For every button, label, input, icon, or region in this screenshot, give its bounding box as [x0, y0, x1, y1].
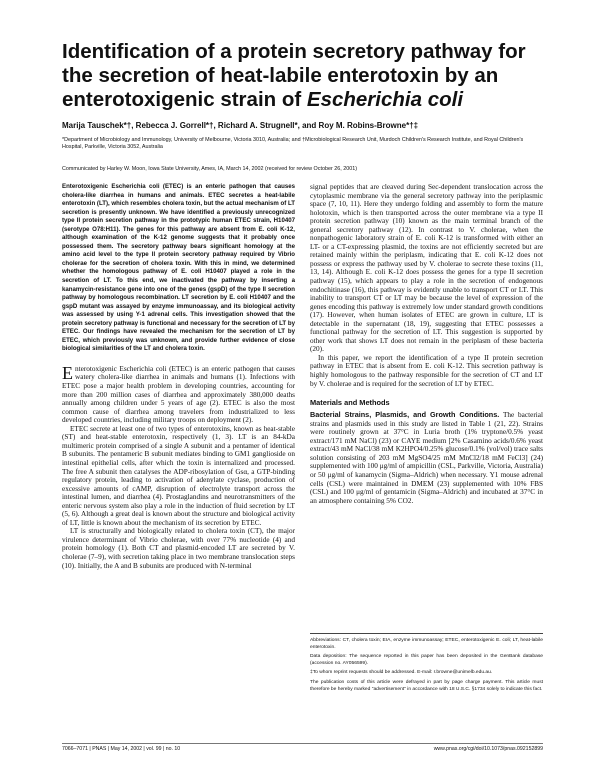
affiliations: *Department of Microbiology and Immunology, University of Melbourne, Victoria 3010, Australia; and †Microbiological Research Unit, Murdoch Children's Research Institute, and Royal Children's Hospital, Parkville, Victoria 3052, Australia — [62, 137, 524, 151]
methods-text: The bacterial strains and plasmids used in this study are listed in Table 1 (21, 22). Strains were routinely grown at 37°C in Luria broth (1% tryptone/0.5% yeast extract/171 mM NaCl) (23) or CAYE medium [2% Casamino acids/0.6% yeast extract/43 mM NaCl/38 mM K2HPO4/0.25% glucose/0.1% (vol/vol) trace salts solution consisting of 203 mM MgSO4/25 mM MnCl2/18 mM FeCl3] (24) supplemented with 100 μg/ml of ampicillin (CSL, Parkville, Victoria, Australia) or 50 μg/ml of kanamycin (Sigma–Aldrich) when necessary. Y1 mouse adrenal cells (CSL) were maintained in DMEM (23) supplemented with 10% FBS (CSL) and 100 μg/ml of gentamicin (Sigma–Aldrich) and incubated at 37°C in an atmosphere containing 5% CO2. — [310, 411, 543, 505]
right-paragraph-1: signal peptides that are cleaved during Sec-dependent translocation across the cytoplasmic membrane via the general secretory pathway into the periplasmic space (7, 10, 11). Here they undergo folding and assembly to form the mature holotoxin, which is then transported across the outer membrane via a type II protein secretion pathway (10) known as the main terminal branch of the general secretory pathway (12). In contrast to V. cholerae, when the nonpathogenic laboratory strain of E. coli K-12 is transformed with either an LT- or a CT-expressing plasmid, the toxins are not efficiently secreted but are retained mainly within the periplasm, indicating that E. coli K-12 does not possess or express the pathway used by V. cholerae to secrete these toxins (11, 13, 14). Although E. coli K-12 does possess the genes for a type II secretion pathway (15), which appears to play a role in the secretion of endogenous endochitinase (16), this pathway is evidently unable to transport CT or LT. This inability to transport CT or LT may be because the level of expression of the genes encoding this pathway is extremely low under standard growth conditions (17). However, when human isolates of ETEC are grown in culture, LT is detectable in the supernatant (18, 19), suggesting that ETEC possesses a functional pathway for the secretion of LT. This suggestion is supported by other work that shows LT does not remain in the periplasm of these bacteria (20). — [310, 183, 543, 354]
author-list: Marija Tauschek*†, Rebecca J. Gorrell*†, Richard A. Strugnell*, and Roy M. Robins-Browne*†‡ — [62, 121, 419, 130]
right-paragraph-2: In this paper, we report the identification of a type II protein secretion pathway in ETEC that is absent from E. coli K-12. This secretion pathway is highly homologous to the pathway responsible for the secretion of CT and LT by V. cholerae and is required for the secretion of LT by ETEC. — [310, 353, 543, 388]
intro-paragraph-3: LT is structurally and biologically related to cholera toxin (CT), the major virulence determinant of Vibrio cholerae, with over 77% nucleotide (4) and protein homology (1). Both CT and plasmid-encoded LT are secreted by V. cholerae (7–9), with secretion taking place in two membrane translocation steps (10). Initially, the A and B subunits are produced with N-terminal — [62, 527, 295, 570]
drop-cap: E — [62, 362, 73, 383]
article-title — [62, 40, 542, 112]
footnote-deposition: Data deposition: The sequence reported in this paper has been deposited in the GenBank database (accession no. AY056599). — [310, 654, 543, 666]
right-column — [310, 183, 543, 505]
footnotes — [310, 633, 543, 696]
methods-heading: Materials and Methods — [310, 398, 390, 408]
intro-paragraph-1 — [62, 362, 295, 425]
article-title-italic: Escherichia coli — [306, 88, 464, 111]
methods-subheading: Bacterial Strains, Plasmids, and Growth Conditions. — [310, 410, 500, 420]
footnote-correspondence: ‡To whom reprint requests should be addressed. E-mail: r.browne@unimelb.edu.au. — [310, 670, 493, 676]
folio-citation: 7066–7071 | PNAS | May 14, 2002 | vol. 99 | no. 10 — [62, 746, 181, 752]
article-title-main: Identification of a protein secretory pathway for the secretion of heat-labile enterotoxin by an enterotoxigenic strain of — [62, 40, 526, 111]
left-column — [62, 183, 295, 570]
intro-paragraph-2: ETEC secrete at least one of two types of enterotoxins, known as heat-stable (ST) and heat-stable enterotoxin, respectively (1, 3). LT is an 84-kDa multimeric protein comprised of a single A subunit and a pentamer of identical B subunits. The pentameric B subunit mediates binding to GM1 ganglioside on intestinal epithelial cells, after which the toxin is internalized and processed. The free A subunit then catalyses the ADP-ribosylation of Gsα, a GTP-binding regulatory protein, leading to activation of adenylate cyclase, production of excessive amounts of cAMP, disruption of electrolyte transport across the intestinal lumen, and diarrhea (4). Prostaglandins and neurotransmitters of the enteric nervous system also play a role in the induction of fluid secretion by LT (5, 6). Although a great deal is known about the structure and biological activity of LT, little is known about the mechanism of its secretion by ETEC. — [62, 424, 295, 527]
footnote-charges: The publication costs of this article were defrayed in part by page charge payment. This article must therefore be hereby marked "advertisement" in accordance with 18 U.S.C. §1734 solely to indicate this fact. — [310, 679, 543, 692]
abstract: Enterotoxigenic Escherichia coli (ETEC) is an enteric pathogen that causes cholera-like diarrhea in humans and animals. ETEC secretes a heat-labile enterotoxin (LT), which resembles cholera toxin, but the actual mechanism of LT secretion is presently unknown. We have identified a previously unrecognized type II protein secretion pathway in the prototypic human ETEC strain, H10407 (serotype O78:H11). The genes for this pathway are absent from E. coli K-12, although examination of the K-12 genome suggests that it probably once possessed them. The secretory pathway bears significant homology at the amino acid level to the type II protein secretory pathway required by Vibrio cholerae for the secretion of cholera toxin. With this in mind, we determined whether the homologous pathway of E. coli H10407 played a role in the secretion of LT. To this end, we inactivated the pathway by inserting a kanamycin-resistance gene into one of the genes (gspD) of the type II secretion pathway by homologous recombination. LT secretion by E. coli H10407 and the gspD mutant was assayed by enzyme immunoassay, and its biological activity was assessed by using Y-1 adrenal cells. This investigation showed that the protein secretory pathway is functional and necessary for the secretion of LT by ETEC. Our findings have revealed the mechanism for the secretion of LT by ETEC, which previously was unknown, and provide further evidence of close biological similarities of the LT and cholera toxin. — [62, 183, 295, 353]
footer-rule — [62, 743, 543, 744]
methods-paragraph — [310, 411, 543, 505]
intro-paragraph-1-text: nterotoxigenic Escherichia coli (ETEC) is an enteric pathogen that causes watery cholera-like diarrhea in animals and humans (1). Infections with ETEC pose a major health problem in developing countries, accounting for more than 200 million cases of diarrhea and approximately 380,000 deaths annually among children under 5 years of age (2). ETEC is also the most common cause of diarrhea among travelers from industrialized to less developed countries, including military troops on deployment (2). — [62, 364, 295, 425]
footnote-abbreviations: Abbreviations: CT, cholera toxin; EIA, enzyme immunoassay; ETEC, enterotoxigenic E. coli; LT, heat-labile enterotoxin. — [310, 638, 543, 650]
folio-doi: www.pnas.org/cgi/doi/10.1073/pnas.092152899 — [433, 746, 543, 752]
communicated-by: Communicated by Harley W. Moon, Iowa State University, Ames, IA, March 14, 2002 (received for review October 26, 2001) — [62, 166, 358, 172]
